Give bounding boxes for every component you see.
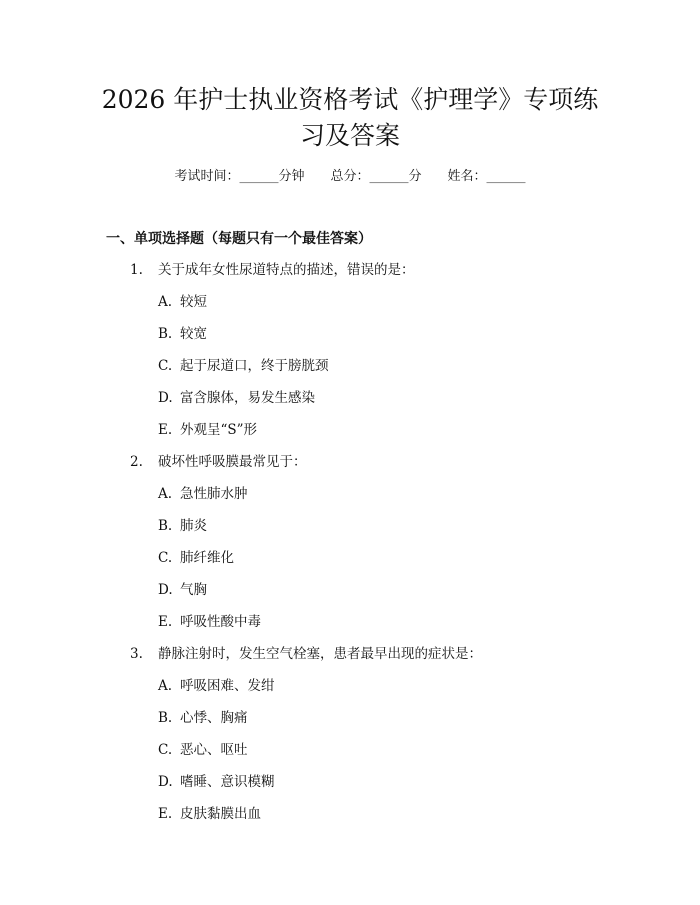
page-title-line-1: 2026 年护士执业资格考试《护理学》专项练 xyxy=(101,85,599,114)
question-3-option-d xyxy=(158,772,275,792)
option-text: 起于尿道口，终于膀胱颈 xyxy=(180,358,329,374)
question-3-option-b xyxy=(158,708,248,728)
question-2-option-a xyxy=(158,484,248,504)
option-text: 呼吸性酸中毒 xyxy=(180,614,261,630)
question-text: 静脉注射时，发生空气栓塞，患者最早出现的症状是： xyxy=(158,646,482,662)
option-letter: D. xyxy=(158,582,173,598)
option-text: 肺纤维化 xyxy=(180,550,234,566)
option-text: 急性肺水肿 xyxy=(180,486,248,502)
option-letter: D. xyxy=(158,390,173,406)
option-letter: A. xyxy=(158,486,173,502)
question-1-option-b xyxy=(158,324,207,344)
question-number: 2. xyxy=(130,454,143,470)
option-text: 外观呈“S”形 xyxy=(180,422,258,438)
option-text: 较宽 xyxy=(180,326,207,342)
question-3-option-c xyxy=(158,740,248,760)
question-3-option-a xyxy=(158,676,275,696)
question-1-option-c xyxy=(158,356,329,376)
name-field: 姓名：______ xyxy=(447,169,526,184)
question-1-option-e xyxy=(158,420,257,440)
question-3 xyxy=(130,644,482,664)
question-2-option-c xyxy=(158,548,234,568)
question-1 xyxy=(130,260,415,280)
option-letter: B. xyxy=(158,710,173,726)
question-text: 关于成年女性尿道特点的描述，错误的是： xyxy=(158,262,415,278)
option-letter: C. xyxy=(158,550,173,566)
option-letter: C. xyxy=(158,358,173,374)
option-letter: B. xyxy=(158,326,173,342)
option-letter: A. xyxy=(158,294,173,310)
total-score-field: 总分：______分 xyxy=(330,169,422,184)
option-letter: A. xyxy=(158,678,173,694)
question-1-option-a xyxy=(158,292,207,312)
option-text: 恶心、呕吐 xyxy=(180,742,248,758)
question-number: 3. xyxy=(130,646,143,662)
option-letter: E. xyxy=(158,806,173,822)
option-text: 较短 xyxy=(180,294,207,310)
question-number: 1. xyxy=(130,262,143,278)
question-2 xyxy=(130,452,307,472)
option-text: 肺炎 xyxy=(180,518,207,534)
page-title-line-2: 习及答案 xyxy=(299,121,400,150)
question-2-option-d xyxy=(158,580,207,600)
section-heading: 一、单项选择题（每题只有一个最佳答案） xyxy=(106,231,372,247)
option-text: 心悸、胸痛 xyxy=(180,710,248,726)
question-2-option-e xyxy=(158,612,261,632)
exam-meta xyxy=(0,168,700,186)
option-text: 皮肤黏膜出血 xyxy=(180,806,261,822)
question-3-option-e xyxy=(158,804,261,824)
question-1-option-d xyxy=(158,388,315,408)
question-text: 破坏性呼吸膜最常见于： xyxy=(158,454,307,470)
exam-time-field: 考试时间：______分钟 xyxy=(174,169,305,184)
option-text: 富含腺体，易发生感染 xyxy=(180,390,315,406)
question-2-option-b xyxy=(158,516,207,536)
option-letter: D. xyxy=(158,774,173,790)
option-text: 气胸 xyxy=(180,582,207,598)
option-letter: B. xyxy=(158,518,173,534)
option-text: 嗜睡、意识模糊 xyxy=(180,774,275,790)
option-letter: E. xyxy=(158,614,173,630)
option-letter: C. xyxy=(158,742,173,758)
option-text: 呼吸困难、发绀 xyxy=(180,678,275,694)
option-letter: E. xyxy=(158,422,173,438)
